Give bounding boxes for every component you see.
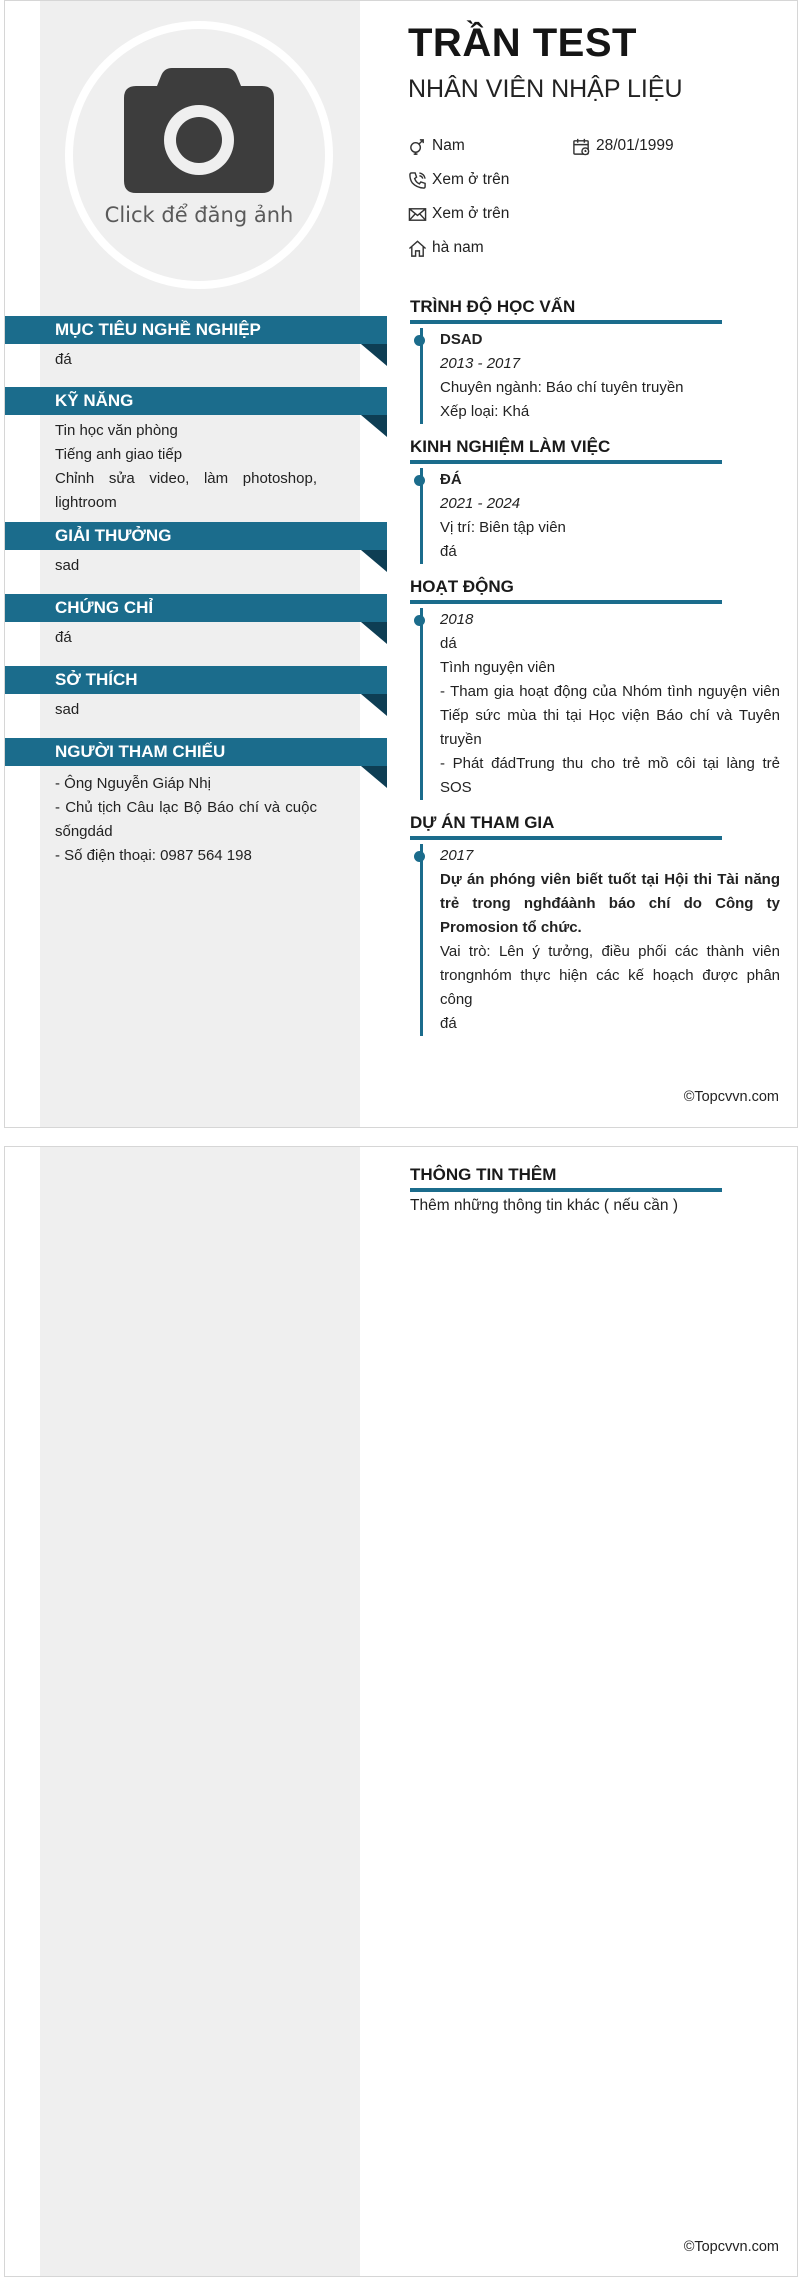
cv-page-1 — [4, 0, 798, 1128]
certificates-text — [55, 626, 317, 650]
hobbies-text — [55, 698, 317, 722]
home-icon — [408, 239, 427, 258]
experience-position: Vị trí: Biên tập viên — [440, 519, 566, 536]
gender-value: Nam — [432, 137, 465, 154]
awards-text — [55, 554, 317, 578]
birthdate-value: 28/01/1999 — [596, 137, 674, 154]
job-title: NHÂN VIÊN NHẬP LIỆU — [408, 75, 683, 103]
education-entry — [420, 328, 780, 424]
gender-info — [408, 135, 465, 157]
objective-line: đá — [55, 351, 72, 368]
school-name: DSAD — [440, 331, 483, 348]
section-title-certificates: CHỨNG CHỈ — [5, 594, 387, 622]
timeline-dot — [414, 851, 425, 862]
skill-item: Tin học văn phòng — [55, 422, 178, 439]
email-info — [408, 203, 509, 225]
skill-item: Chỉnh sửa video, làm photoshop, lightroom — [55, 470, 317, 511]
activity-item: - Phát đádTrung thu cho trẻ mồ côi tại làng trẻ SOS — [440, 755, 780, 796]
cv-page-2 — [4, 1146, 798, 2277]
objective-text — [55, 348, 317, 372]
phone-value: Xem ở trên — [432, 171, 510, 188]
mail-icon — [408, 205, 427, 224]
reference-item: - Ông Nguyễn Giáp Nhị — [55, 775, 211, 792]
activity-organization: dá — [440, 635, 457, 652]
experience-description: đá — [440, 543, 457, 560]
project-year: 2017 — [440, 847, 474, 864]
upload-photo-label[interactable]: Click để đăng ảnh — [104, 203, 294, 227]
calendar-icon — [572, 137, 591, 156]
education-major: Chuyên ngành: Báo chí tuyên truyền — [440, 379, 684, 396]
education-period: 2013 - 2017 — [440, 355, 521, 372]
activity-item: - Tham gia hoạt động của Nhóm tình nguyện viên Tiếp sức mùa thi tại Học viện Báo chí và Tuyên truyền — [440, 683, 780, 748]
section-title-objective: MỤC TIÊU NGHỀ NGHIỆP — [5, 316, 387, 344]
ribbon-fold — [361, 622, 387, 644]
section-title-extra-info: THÔNG TIN THÊM — [410, 1165, 722, 1192]
section-title-skills: KỸ NĂNG — [5, 387, 387, 415]
hobby-item: sad — [55, 701, 80, 718]
email-value: Xem ở trên — [432, 205, 510, 222]
candidate-name: TRẦN TEST — [408, 21, 637, 65]
gender-icon — [408, 137, 427, 156]
section-title-activities: HOẠT ĐỘNG — [410, 577, 722, 604]
skills-text — [55, 419, 317, 515]
project-entry — [420, 844, 780, 1036]
ribbon-fold — [361, 766, 387, 788]
references-text — [55, 772, 317, 868]
ribbon-fold — [361, 694, 387, 716]
reference-item: - Chủ tịch Câu lạc Bộ Báo chí và cuộc sốngdád — [55, 799, 317, 840]
experience-period: 2021 - 2024 — [440, 495, 521, 512]
section-title-experience: KINH NGHIỆM LÀM VIỆC — [410, 437, 722, 464]
timeline-dot — [414, 335, 425, 346]
education-grade: Xếp loại: Khá — [440, 403, 530, 420]
section-title-hobbies: SỞ THÍCH — [5, 666, 387, 694]
company-name: ĐÁ — [440, 471, 462, 488]
address-info — [408, 237, 484, 259]
skill-item: Tiếng anh giao tiếp — [55, 446, 183, 463]
ribbon-fold — [361, 550, 387, 572]
phone-info — [408, 169, 509, 191]
page-footer: ©Topcvvn.com — [683, 1089, 779, 1105]
timeline-dot — [414, 615, 425, 626]
ribbon-fold — [361, 415, 387, 437]
section-title-projects: DỰ ÁN THAM GIA — [410, 813, 722, 840]
left-column-background — [40, 1147, 360, 2276]
timeline-dot — [414, 475, 425, 486]
section-title-awards: GIẢI THƯỞNG — [5, 522, 387, 550]
birthdate-info — [572, 135, 674, 157]
project-name: Dự án phóng viên biết tuốt tại Hội thi Tài năng trẻ trong nghđáành báo chí do Công ty Promosion tổ chức. — [440, 871, 780, 936]
page-footer: ©Topcvvn.com — [683, 2239, 779, 2255]
section-title-references: NGƯỜI THAM CHIẾU — [5, 738, 387, 766]
activity-entry — [420, 608, 780, 800]
section-title-education: TRÌNH ĐỘ HỌC VẤN — [410, 297, 722, 324]
camera-icon[interactable] — [124, 68, 274, 193]
extra-info-text: Thêm những thông tin khác ( nếu cần ) — [410, 1197, 679, 1214]
award-item: sad — [55, 557, 80, 574]
experience-entry — [420, 468, 780, 564]
reference-item: - Số điện thoại: 0987 564 198 — [55, 847, 252, 864]
ribbon-fold — [361, 344, 387, 366]
address-value: hà nam — [432, 239, 484, 256]
project-role: Vai trò: Lên ý tưởng, điều phối các thành viên trongnhóm thực hiện các kế hoạch được phân công — [440, 943, 780, 1008]
phone-icon — [408, 171, 427, 190]
project-description: đá — [440, 1015, 457, 1032]
activity-role: Tình nguyện viên — [440, 659, 556, 676]
activity-year: 2018 — [440, 611, 474, 628]
certificate-item: đá — [55, 629, 72, 646]
